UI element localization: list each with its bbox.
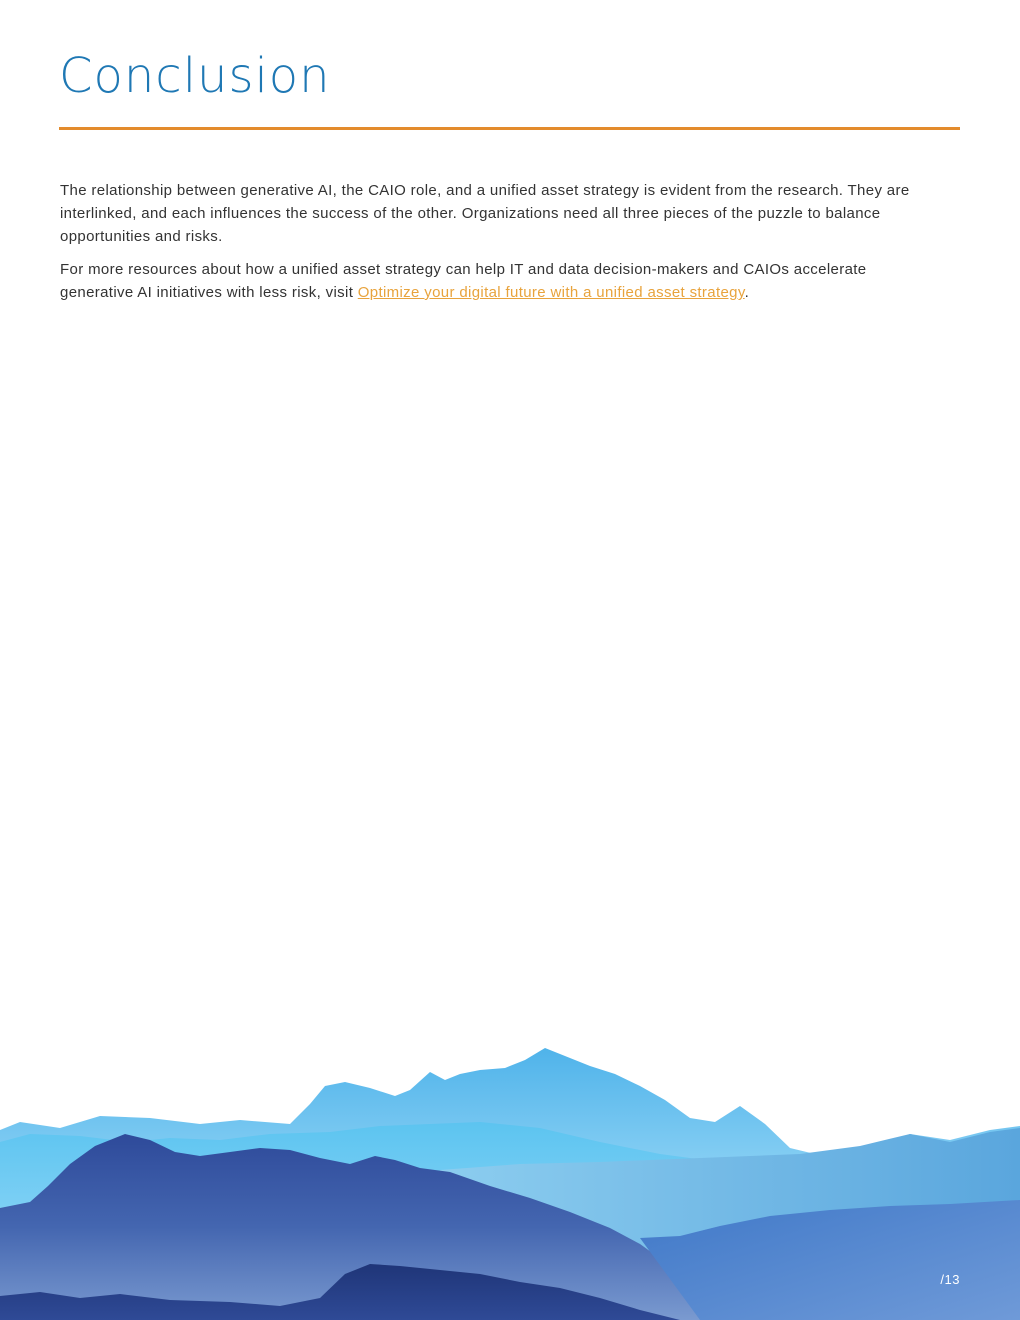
body-content	[60, 179, 940, 314]
unified-asset-strategy-link[interactable]: Optimize your digital future with a unified asset strategy	[357, 284, 745, 301]
title-divider	[59, 127, 960, 130]
paragraph-resources-end: .	[744, 284, 750, 301]
paragraph-resources-text: For more resources about how a unified asset strategy can help IT and data decision-makers and CAIOs accelerate generative AI initiatives with less risk, visit	[60, 261, 867, 301]
paragraph-relationship: The relationship between generative AI, the CAIO role, and a unified asset strategy is evident from the research. They are interlinked, and each influences the success of the other. Organizations need all three pieces of the puzzle to balance opportunities and risks.	[60, 182, 910, 245]
page-number: /13	[940, 1272, 960, 1287]
paragraph-resources	[60, 258, 940, 304]
mountain-landscape-illustration	[0, 1030, 1020, 1320]
page-title: Conclusion	[59, 48, 331, 104]
